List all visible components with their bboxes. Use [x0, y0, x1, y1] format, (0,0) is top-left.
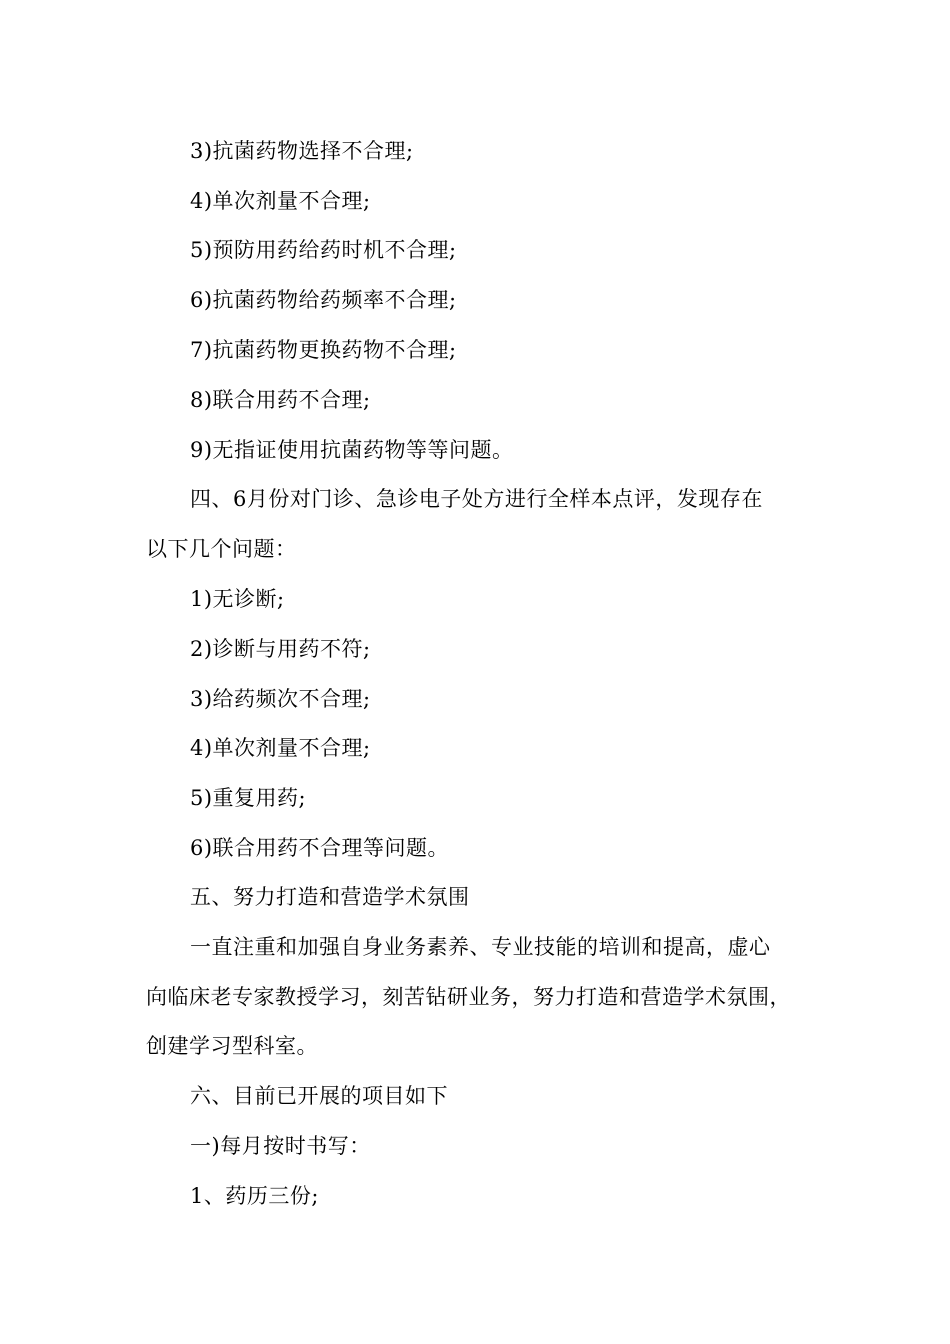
list-item: 1)无诊断; [190, 587, 285, 611]
list-item: 1、药历三份; [190, 1184, 319, 1208]
list-item: 7)抗菌药物更换药物不合理; [190, 338, 457, 362]
list-item: 一)每月按时书写： [190, 1134, 371, 1158]
paragraph-line: 一直注重和加强自身业务素养、专业技能的培训和提高，虚心 [190, 935, 771, 959]
list-item: 2)诊断与用药不符; [190, 637, 371, 661]
list-item: 5)预防用药给药时机不合理; [190, 238, 457, 262]
list-item: 4)单次剂量不合理; [190, 736, 371, 760]
list-item: 5)重复用药; [190, 786, 307, 810]
list-item: 6)抗菌药物给药频率不合理; [190, 288, 457, 312]
list-item: 3)给药频次不合理; [190, 687, 371, 711]
section-heading: 五、努力打造和营造学术氛围 [190, 885, 470, 909]
list-item: 9)无指证使用抗菌药物等等问题。 [190, 438, 514, 462]
paragraph-line: 四、6月份对门诊、急诊电子处方进行全样本点评，发现存在 [190, 487, 763, 511]
paragraph-line: 创建学习型科室。 [146, 1034, 318, 1058]
paragraph-line: 向临床老专家教授学习，刻苦钻研业务，努力打造和营造学术氛围， [146, 985, 791, 1009]
section-heading: 六、目前已开展的项目如下 [190, 1084, 448, 1108]
list-item: 8)联合用药不合理; [190, 388, 371, 412]
list-item: 6)联合用药不合理等问题。 [190, 836, 450, 860]
paragraph-line: 以下几个问题： [146, 537, 297, 561]
list-item: 4)单次剂量不合理; [190, 189, 371, 213]
list-item: 3)抗菌药物选择不合理; [190, 139, 414, 163]
